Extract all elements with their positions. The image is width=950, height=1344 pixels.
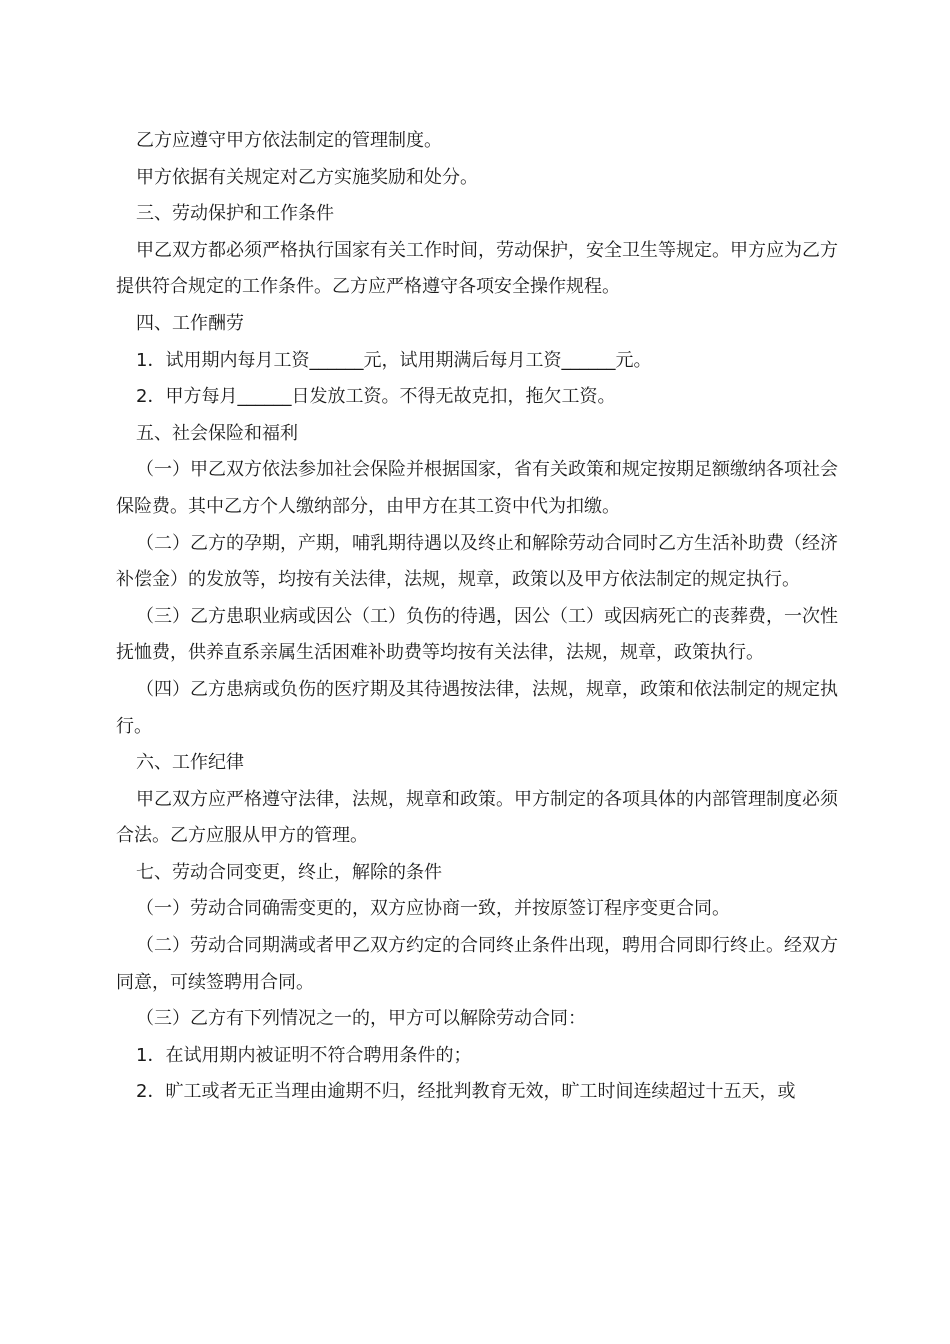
- paragraph-termination-item-1: 1．在试用期内被证明不符合聘用条件的；: [136, 1044, 472, 1066]
- paragraph-wage-probation: 1．试用期内每月工资______元，试用期满后每月工资______元。: [136, 349, 652, 371]
- section-heading-labor-protection: 三、劳动保护和工作条件: [136, 203, 334, 225]
- paragraph-wage-payday: 2．甲方每月______日发放工资。不得无故克扣，拖欠工资。: [136, 386, 616, 408]
- paragraph-termination-item-2: 2．旷工或者无正当理由逾期不归，经批判教育无效，旷工时间连续超过十五天，或: [136, 1081, 796, 1103]
- section-heading-contract-changes: 七、劳动合同变更，终止，解除的条件: [136, 861, 442, 883]
- paragraph-contract-change-1: （一）劳动合同确需变更的，双方应协商一致，并按原签订程序变更合同。: [136, 898, 730, 920]
- paragraph-insurance-3: （三）乙方患职业病或因公（工）负伤的待遇，因公（工）或因病死亡的丧葬费，一次性抚恤费，供养直系亲属生活困难补助费等均按有关法律，法规，规章，政策执行。: [116, 605, 838, 664]
- paragraph-work-discipline: 甲乙双方应严格遵守法律，法规，规章和政策。甲方制定的各项具体的内部管理制度必须合法。乙方应服从甲方的管理。: [116, 788, 838, 847]
- paragraph-rewards-punishment: 甲方依据有关规定对乙方实施奖励和处分。: [136, 166, 478, 188]
- paragraph-insurance-4: （四）乙方患病或负伤的医疗期及其待遇按法律，法规，规章，政策和依法制定的规定执行。: [116, 678, 838, 737]
- document-body: [116, 123, 838, 1111]
- paragraph-insurance-2: （二）乙方的孕期，产期，哺乳期待遇以及终止和解除劳动合同时乙方生活补助费（经济补偿金）的发放等，均按有关法律，法规，规章，政策以及甲方依法制定的规定执行。: [116, 532, 838, 591]
- section-heading-remuneration: 四、工作酬劳: [136, 312, 244, 334]
- section-heading-work-discipline: 六、工作纪律: [136, 752, 244, 774]
- paragraph-insurance-1: （一）甲乙双方依法参加社会保险并根据国家，省有关政策和规定按期足额缴纳各项社会保险费。其中乙方个人缴纳部分，由甲方在其工资中代为扣缴。: [116, 459, 838, 517]
- paragraph-contract-change-3: （三）乙方有下列情况之一的，甲方可以解除劳动合同：: [136, 1008, 586, 1030]
- paragraph-contract-change-2: （二）劳动合同期满或者甲乙双方约定的合同终止条件出现，聘用合同即行终止。经双方同意，可续签聘用合同。: [116, 935, 838, 993]
- section-heading-social-insurance: 五、社会保险和福利: [136, 422, 298, 444]
- paragraph-labor-protection: 甲乙双方都必须严格执行国家有关工作时间，劳动保护，安全卫生等规定。甲方应为乙方提供符合规定的工作条件。乙方应严格遵守各项安全操作规程。: [116, 239, 838, 298]
- paragraph-management-rules: 乙方应遵守甲方依法制定的管理制度。: [136, 130, 442, 151]
